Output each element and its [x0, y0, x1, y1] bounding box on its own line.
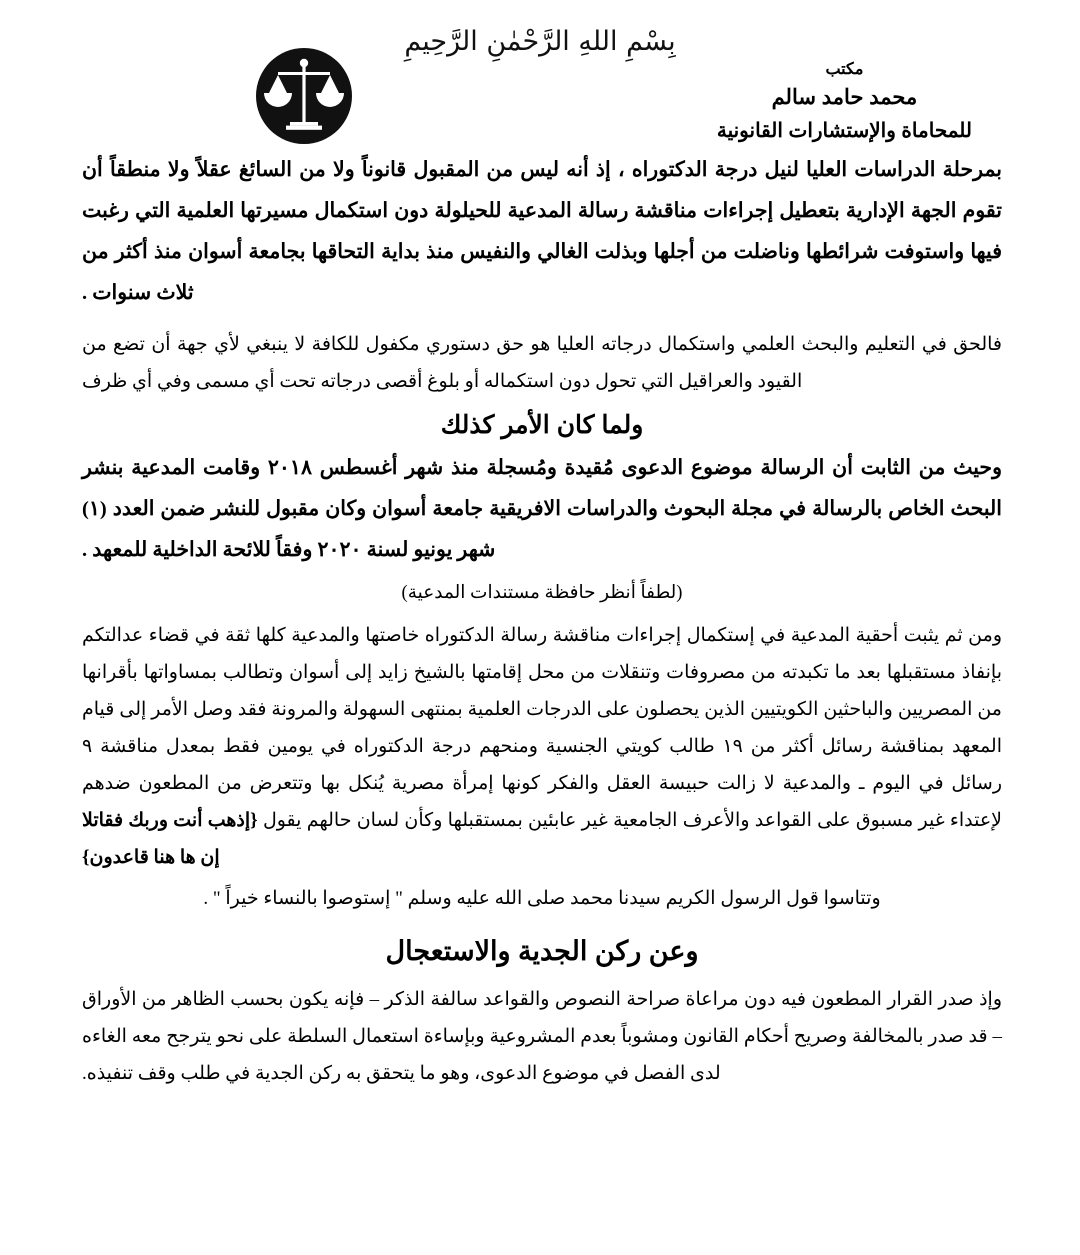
letterhead-line-services: للمحاماة والإستشارات القانونية — [716, 119, 972, 142]
section-heading-1: ولما كان الأمر كذلك — [440, 411, 644, 440]
document-body — [0, 150, 1080, 1092]
letterhead-line-office: مكتب — [825, 61, 864, 78]
paragraph-1: بمرحلة الدراسات العليا لنيل درجة الدكتوراه ، إذ أنه ليس من المقبول قانوناً ولا من السائغ عقلاً ولا منطقاً أن تقوم الجهة الإدارية بتعطيل إجراءات مناقشة رسالة المدعية للحيلولة دون استكمال مسيرتها العلمية التي رغبت فيها واستوفت شرائطها وناضلت من أجلها وبذلت الغالي والنفيس منذ بداية التحاقها بجامعة أسوان منذ أكثر من ثلاث سنوات . — [82, 159, 1002, 304]
basmala-text: بِسْمِ اللهِ الرَّحْمٰنِ الرَّحِيمِ — [404, 26, 676, 57]
paragraph-3: وحيث من الثابت أن الرسالة موضوع الدعوى مُقيدة ومُسجلة منذ شهر أغسطس ٢٠١٨ وقامت المدعية بنشر البحث الخاص بالرسالة في مجلة البحوث والدراسات الافريقية جامعة أسوان وكان مقبول للنشر ضمن العدد (١) شهر يونيو لسنة ٢٠٢٠ وفقاً للائحة الداخلية للمعهد . — [82, 457, 1002, 562]
paragraph-4-text: ومن ثم يثبت أحقية المدعية في إستكمال إجراءات مناقشة رسالة الدكتوراه خاصتها والمدعية كلها ثقة في قضاء عدالتكم بإنفاذ مستقبلها بعد ما تكبدته من مصروفات وتنقلات من محل إقامتها بالشيخ زايد إلى أسوان وتطالب بمساواتها بأقرانها من المصريين والباحثين الكويتيين الذين يحصلون على الدرجات العلمية بمنتهى السهولة والمرونة فقد وصل الأمر إلى قيام المعهد بمناقشة رسائل أكثر من ١٩ طالب كويتي الجنسية ومنحهم درجة الدكتوراه في يومين فقط بمعدل مناقشة ٩ رسائل في اليوم ـ والمدعية لا زالت حبيسة العقل والفكر كونها إمرأة مصرية يُنكل بها وتتعرض من المطعون ضدهم لإعتداء غير مسبوق على القواعد والأعرف الجامعية غير عابئين بمستقبلها وكأن لسان حالهم يقول — [82, 625, 1003, 832]
paragraph-5: وتتاسوا قول الرسول الكريم سيدنا محمد صلى الله عليه وسلم " إستوصوا بالنساء خيراً " . — [203, 888, 881, 910]
attachment-note: (لطفاً أنظر حافظة مستندات المدعية) — [401, 583, 683, 604]
spacer — [82, 318, 1002, 326]
letterhead-header — [0, 0, 1080, 150]
scales-of-justice-icon — [256, 48, 352, 144]
paragraph-2: فالحق في التعليم والبحث العلمي واستكمال درجاته العليا هو حق دستوري مكفول للكافة لا ينبغي لأي جهة أن تضع من القيود والعراقيل التي تحول دون استكماله أو بلوغ أقصى درجاته تحت أي مسمى وفي أي ظرف — [82, 334, 1002, 393]
law-office-letterhead — [717, 58, 972, 146]
quranic-quote: {إذهب أنت وربك فقاتلا إن ها هنا قاعدون} — [82, 810, 258, 869]
paragraph-6: وإذ صدر القرار المطعون فيه دون مراعاة صراحة النصوص والقواعد سالفة الذكر – فإنه يكون بحسب الظاهر من الأوراق – قد صدر بالمخالفة وصريح أحكام القانون ومشوباً بعدم المشروعية وبإساءة استعمال السلطة على نحو يترجح معه الغاءه لدى الفصل في موضوع الدعوى، وهو ما يتحقق به ركن الجدية في طلب وقف تنفيذه. — [82, 988, 1002, 1084]
paragraph-4 — [82, 617, 1002, 876]
letterhead-line-name: محمد حامد سالم — [771, 86, 918, 110]
section-heading-2: وعن ركن الجدية والاستعجال — [385, 935, 699, 966]
